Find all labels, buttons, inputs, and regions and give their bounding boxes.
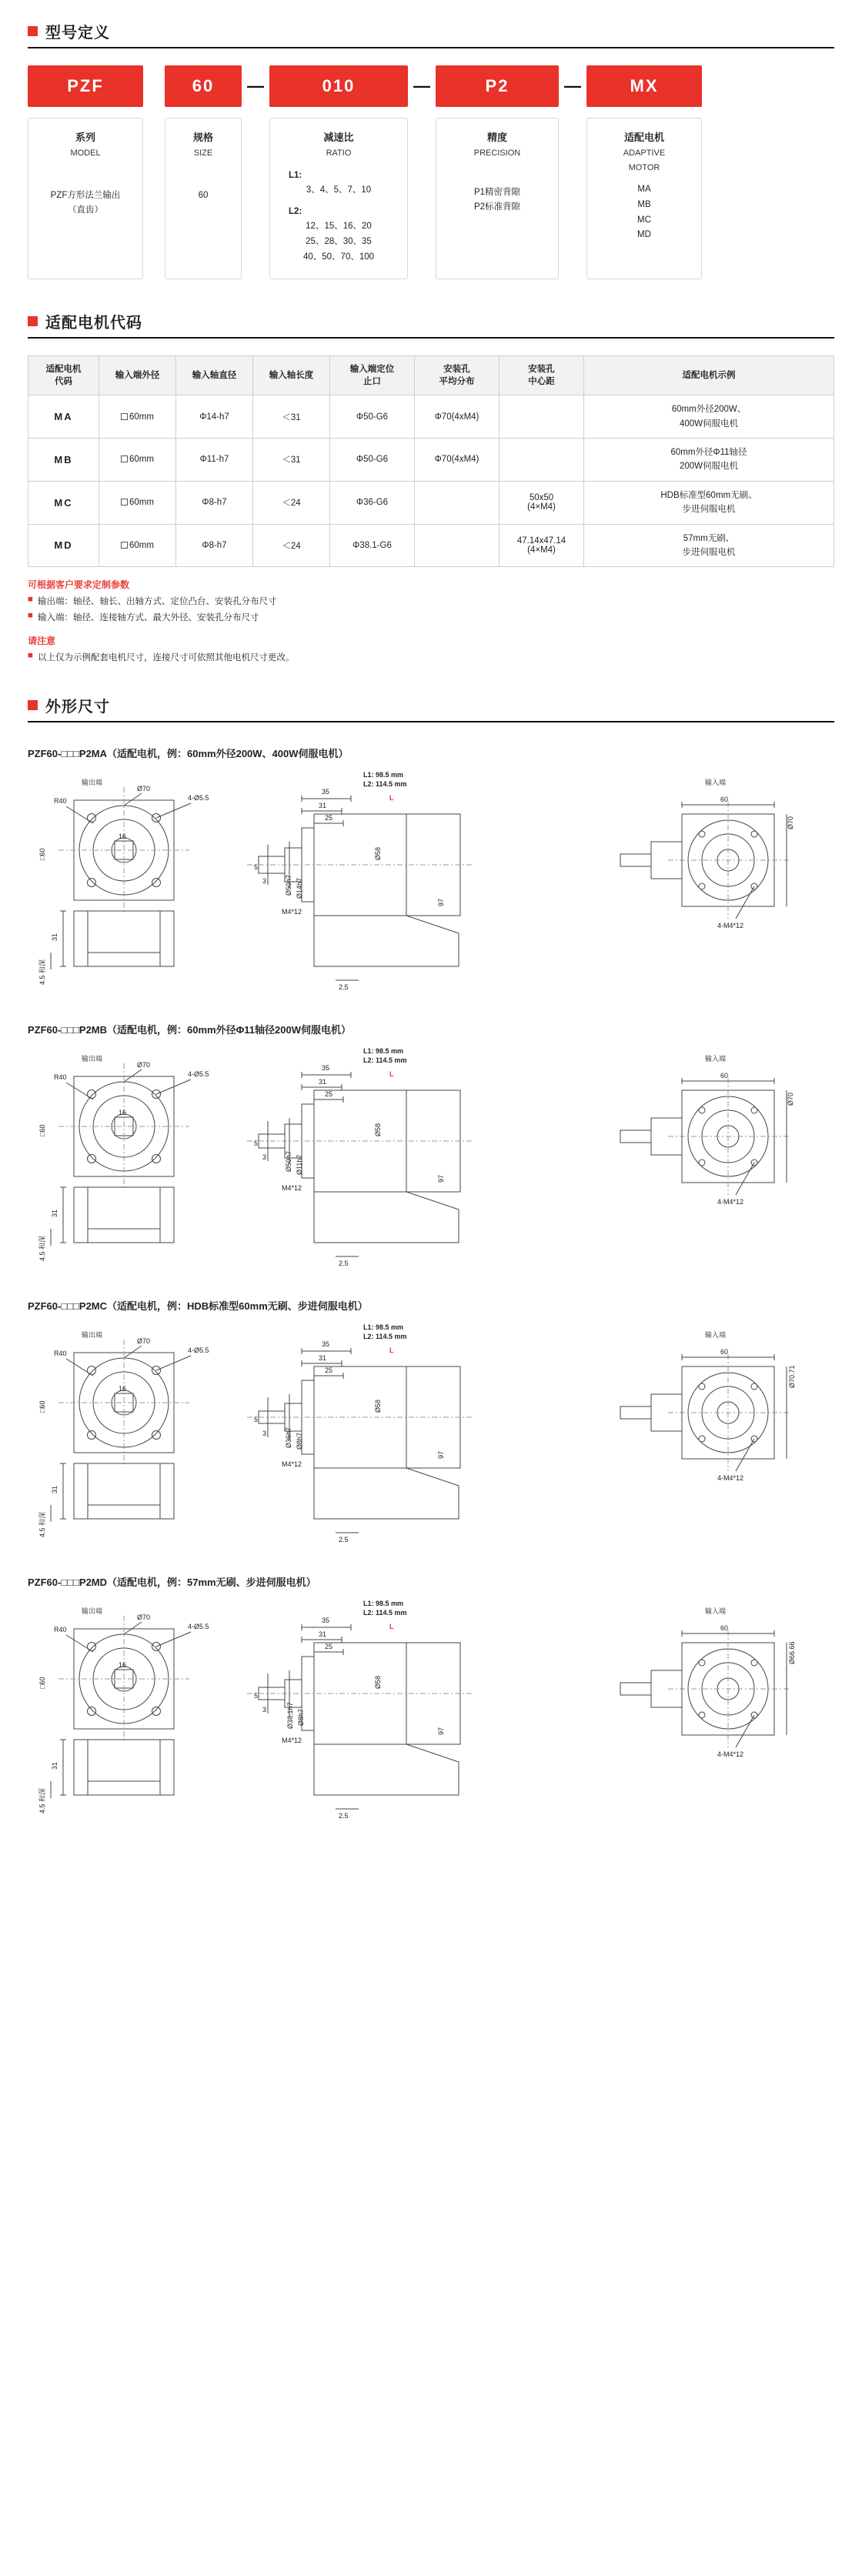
dim-drawing-ma — [28, 768, 834, 999]
desc-precision — [436, 118, 559, 279]
note-custom-text-2: 输入端：轴径、连接轴方式、最大外径、安装孔分布尺寸 — [37, 613, 259, 623]
table-body — [28, 395, 834, 567]
dim-title-md: PZF60-□□□P2MD（适配电机，例：57mm无刷、步进伺服电机） — [28, 1577, 316, 1589]
label-a5: 5 — [254, 1416, 259, 1424]
bullet-icon: ■ — [28, 611, 33, 621]
table-row — [28, 524, 834, 567]
desc-size-title: 规格 — [192, 132, 213, 143]
cell-outer-mb: 60mm — [99, 438, 176, 481]
model-code-row — [28, 65, 834, 107]
desc-size-value: 60 — [198, 190, 209, 200]
table-row — [28, 395, 834, 439]
red-square-marker-icon — [28, 316, 38, 326]
desc-motor-title: 适配电机 — [623, 132, 664, 143]
cell-code-mc: MC — [28, 481, 99, 524]
dim-title-mb: PZF60-□□□P2MB（适配电机，例：60mm外径Φ11轴径200W伺服电机） — [28, 1024, 351, 1036]
label-base: 4.5 和深 — [38, 959, 46, 986]
desc-ratio-l2-line1: 12、15、16、20 — [306, 222, 372, 232]
section-title-motorcode: 适配电机代码 — [45, 315, 142, 332]
label-l2: L2: 114.5 mm — [363, 1609, 407, 1617]
label-rear-holes: 4-M4*12 — [717, 1198, 744, 1206]
cell-locate-mc: Φ36-G6 — [330, 481, 415, 524]
label-rear-holes: 4-M4*12 — [717, 1750, 744, 1759]
label-l1: L1: 98.5 mm — [363, 771, 404, 779]
label-a3: 3 — [262, 1153, 267, 1162]
label-left-end: 输出端 — [82, 1331, 103, 1340]
label-holes: 4-Ø5.5 — [188, 1070, 209, 1079]
label-inner60: 60 — [720, 1072, 729, 1080]
dash-3: — — [564, 76, 581, 95]
dim-drawing-md — [28, 1597, 834, 1827]
section-header-model — [28, 20, 834, 48]
cell-example-ma: 60mm外径200W、 400W伺服电机 — [584, 395, 834, 439]
label-a31: 31 — [319, 1630, 327, 1639]
note-attention-title: 请注意 — [28, 636, 56, 647]
th-code: 适配电机 代码 — [28, 356, 99, 395]
drawing-svg-md — [28, 1597, 834, 1827]
label-l2: L2: 114.5 mm — [363, 1056, 407, 1065]
label-shaft: Ø38.1h7 — [286, 1702, 294, 1730]
label-square: 16 — [119, 833, 127, 841]
label-side-sq: □60 — [38, 848, 46, 861]
desc-precision-line1: P1精密背隙 — [473, 187, 521, 197]
label-outer: Ø70 — [787, 816, 794, 830]
label-a35: 35 — [322, 1064, 330, 1073]
label-l1: L1: 98.5 mm — [363, 1323, 404, 1332]
label-thread: M4*12 — [282, 908, 302, 916]
label-left-end: 输出端 — [82, 1055, 103, 1063]
label-a5: 5 — [254, 1692, 259, 1700]
cell-holes-ma: Φ70(4xM4) — [415, 395, 499, 439]
desc-series — [28, 118, 143, 279]
label-inner60: 60 — [720, 1624, 729, 1633]
square-symbol-icon — [121, 413, 128, 420]
label-flange-od: Ø70 — [137, 785, 151, 793]
label-shaft2: Ø8h7 — [296, 1433, 303, 1450]
label-shaft: Ø50h7 — [285, 1151, 292, 1173]
label-base: 4.5 和深 — [38, 1788, 46, 1814]
section-title-model: 型号定义 — [45, 25, 110, 42]
label-flange-od: Ø70 — [137, 1613, 151, 1622]
label-r40: R40 — [54, 1350, 67, 1358]
label-a25: 25 — [325, 814, 333, 823]
label-base: 4.5 和深 — [38, 1236, 46, 1262]
cell-code-md: MD — [28, 524, 99, 567]
label-shaft2: Ø8h7 — [297, 1709, 305, 1727]
desc-ratio-l2-label: L2: — [289, 206, 302, 216]
dim-title-ma: PZF60-□□□P2MA（适配电机，例：60mm外径200W、400W伺服电机） — [28, 748, 349, 760]
red-square-marker-icon — [28, 26, 38, 36]
label-a3: 3 — [262, 1430, 267, 1438]
cell-outer-ma: 60mm — [99, 395, 176, 439]
label-thread: M4*12 — [282, 1184, 302, 1193]
desc-motor-mc: MC — [637, 215, 651, 225]
desc-size — [165, 118, 242, 279]
dim-drawing-mc — [28, 1320, 834, 1551]
label-side-sq: □60 — [38, 1677, 46, 1690]
label-body: Ø58 — [374, 1676, 382, 1690]
bullet-icon: ■ — [28, 651, 33, 661]
cell-outer-mc: 60mm — [99, 481, 176, 524]
desc-ratio-sub: RATIO — [326, 148, 352, 158]
label-right-end: 输入端 — [705, 779, 727, 787]
label-a25: 25 — [325, 1366, 333, 1375]
label-a25b: 2.5 — [339, 1812, 349, 1820]
label-h31: 31 — [51, 1210, 58, 1218]
th-length: 输入轴长度 — [253, 356, 330, 395]
label-holes: 4-Ø5.5 — [188, 794, 209, 802]
cell-code-mb: MB — [28, 438, 99, 481]
label-r40: R40 — [54, 1626, 67, 1634]
label-side-sq: □60 — [38, 1400, 46, 1413]
label-a25b: 2.5 — [339, 1536, 349, 1544]
label-height: 97 — [437, 1451, 445, 1460]
code-box-precision: P2 — [436, 65, 559, 107]
th-outer: 输入端外径 — [99, 356, 176, 395]
label-h31: 31 — [51, 933, 58, 942]
desc-series-title: 系列 — [75, 132, 95, 143]
dash-1: — — [247, 76, 264, 95]
label-holes: 4-Ø5.5 — [188, 1346, 209, 1355]
cell-shaft-mb: Φ11-h7 — [176, 438, 253, 481]
desc-motor-md: MD — [637, 230, 651, 240]
label-body: Ø58 — [374, 847, 382, 861]
desc-motor-sub2: MOTOR — [628, 162, 660, 172]
cell-locate-mb: Φ50-G6 — [330, 438, 415, 481]
table-header-row — [28, 356, 834, 395]
label-inner60: 60 — [720, 796, 729, 804]
desc-ratio-l1: 3、4、5、7、10 — [306, 185, 372, 195]
label-a3: 3 — [262, 1706, 267, 1714]
label-square: 16 — [119, 1109, 127, 1117]
drawing-svg-mc — [28, 1320, 834, 1551]
cell-length-mb: ＜31 — [253, 438, 330, 481]
label-rear-holes: 4-M4*12 — [717, 922, 744, 930]
cell-code-ma: MA — [28, 395, 99, 439]
th-holes: 安装孔 平均分布 — [415, 356, 499, 395]
label-a25: 25 — [325, 1090, 333, 1099]
label-square: 16 — [119, 1385, 127, 1393]
desc-size-sub: SIZE — [193, 148, 213, 158]
cell-shaft-md: Φ8-h7 — [176, 524, 253, 567]
label-a25: 25 — [325, 1643, 333, 1651]
label-a35: 35 — [322, 1340, 330, 1349]
label-L: L — [389, 1346, 394, 1355]
square-symbol-icon — [121, 542, 128, 549]
note-custom-title: 可根据客户要求定制参数 — [28, 579, 130, 591]
cell-center-mb — [499, 438, 584, 481]
th-center: 安装孔 中心距 — [499, 356, 584, 395]
cell-center-md: 47.14x47.14 (4×M4) — [499, 524, 584, 567]
desc-ratio — [269, 118, 408, 279]
desc-precision-title: 精度 — [486, 132, 507, 143]
note-attention-line-1 — [28, 651, 834, 663]
th-example: 适配电机示例 — [584, 356, 834, 395]
desc-motor — [586, 118, 702, 279]
label-shaft: Ø36h7 — [285, 1427, 292, 1449]
label-shaft2: Ø14h7 — [296, 878, 303, 899]
label-side-sq: □60 — [38, 1124, 46, 1137]
label-L: L — [389, 1623, 394, 1631]
label-height: 97 — [437, 899, 445, 907]
label-flange-od: Ø70 — [137, 1337, 151, 1346]
label-L: L — [389, 1070, 394, 1079]
note-custom-text-1: 输出端：轴径、轴长、出轴方式、定位凸台、安装孔分布尺寸 — [37, 597, 277, 607]
label-a31: 31 — [319, 1078, 327, 1086]
desc-motor-ma: MA — [637, 185, 651, 195]
motor-code-table — [28, 355, 834, 567]
label-height: 97 — [437, 1175, 445, 1183]
label-body: Ø58 — [374, 1123, 382, 1137]
label-l2: L2: 114.5 mm — [363, 1333, 407, 1341]
desc-ratio-l1-label: L1: — [289, 170, 302, 180]
desc-series-sub: MODEL — [70, 148, 101, 158]
label-flange-od: Ø70 — [137, 1061, 151, 1069]
label-left-end: 输出端 — [82, 1607, 103, 1616]
label-a3: 3 — [262, 877, 267, 886]
th-locate: 输入端定位 止口 — [330, 356, 415, 395]
dim-title-mc: PZF60-□□□P2MC（适配电机，例：HDB标准型60mm无刷、步进伺服电机） — [28, 1300, 368, 1313]
code-box-series: PZF — [28, 65, 143, 107]
th-shaft: 输入轴直径 — [176, 356, 253, 395]
dim-drawing-mb — [28, 1044, 834, 1275]
label-a5: 5 — [254, 863, 259, 872]
label-square: 16 — [119, 1661, 127, 1670]
label-a35: 35 — [322, 788, 330, 796]
label-inner60: 60 — [720, 1348, 729, 1356]
label-a25b: 2.5 — [339, 983, 349, 992]
label-left-end: 输出端 — [82, 779, 103, 787]
desc-precision-line2: P2标准背隙 — [473, 202, 521, 212]
drawing-svg-mb — [28, 1044, 834, 1275]
cell-holes-mb: Φ70(4xM4) — [415, 438, 499, 481]
section-header-motorcode — [28, 310, 834, 339]
label-right-end: 输入端 — [705, 1607, 727, 1616]
code-box-size: 60 — [165, 65, 242, 107]
cell-shaft-mc: Φ8-h7 — [176, 481, 253, 524]
cell-center-mc: 50x50 (4×M4) — [499, 481, 584, 524]
label-height: 97 — [437, 1727, 445, 1736]
model-desc-row — [28, 118, 834, 279]
cell-holes-mc — [415, 481, 499, 524]
cell-length-mc: ＜24 — [253, 481, 330, 524]
label-right-end: 输入端 — [705, 1331, 727, 1340]
label-a31: 31 — [319, 1354, 327, 1363]
cell-holes-md — [415, 524, 499, 567]
code-box-motor: MX — [586, 65, 702, 107]
label-r40: R40 — [54, 797, 67, 806]
cell-locate-md: Φ38.1-G6 — [330, 524, 415, 567]
note-custom-line-1 — [28, 595, 834, 607]
desc-motor-sub: ADAPTIVE — [623, 148, 666, 158]
drawing-svg-ma — [28, 768, 834, 999]
label-thread: M4*12 — [282, 1737, 302, 1745]
section-header-dims — [28, 694, 834, 722]
label-r40: R40 — [54, 1073, 67, 1082]
desc-ratio-l2-line3: 40、50、70、100 — [302, 252, 375, 262]
desc-motor-mb: MB — [637, 200, 651, 210]
dash-2: — — [413, 76, 430, 95]
label-a25b: 2.5 — [339, 1260, 349, 1268]
desc-series-line1: PZF方形法兰输出 — [50, 190, 121, 200]
label-l1: L1: 98.5 mm — [363, 1047, 404, 1056]
cell-length-ma: ＜31 — [253, 395, 330, 439]
label-right-end: 输入端 — [705, 1055, 727, 1063]
table-row — [28, 481, 834, 524]
label-holes: 4-Ø5.5 — [188, 1623, 209, 1631]
label-shaft2: Ø11h7 — [296, 1154, 303, 1176]
label-shaft: Ø50h7 — [285, 875, 292, 896]
cell-example-mc: HDB标准型60mm无刷、 步进伺服电机 — [584, 481, 834, 524]
label-l1: L1: 98.5 mm — [363, 1600, 404, 1608]
desc-ratio-l2-line2: 25、28、30、35 — [306, 236, 372, 246]
desc-ratio-title: 减速比 — [323, 132, 354, 143]
label-L: L — [389, 794, 394, 802]
cell-outer-md: 60mm — [99, 524, 176, 567]
square-symbol-icon — [121, 499, 128, 506]
label-l2: L2: 114.5 mm — [363, 780, 407, 789]
label-h31: 31 — [51, 1762, 58, 1770]
section-title-dims: 外形尺寸 — [45, 699, 110, 716]
cell-center-ma — [499, 395, 584, 439]
cell-shaft-ma: Φ14-h7 — [176, 395, 253, 439]
label-outer: Ø70 — [787, 1093, 794, 1106]
cell-locate-ma: Φ50-G6 — [330, 395, 415, 439]
cell-length-md: ＜24 — [253, 524, 330, 567]
table-header — [28, 356, 834, 395]
note-attention-text-1: 以上仅为示例配套电机尺寸，连接尺寸可依照其他电机尺寸更改。 — [37, 653, 295, 663]
table-row — [28, 438, 834, 481]
code-box-ratio: 010 — [269, 65, 408, 107]
label-thread: M4*12 — [282, 1460, 302, 1469]
label-base: 4.5 和深 — [38, 1512, 46, 1538]
desc-series-line2: （直齿） — [68, 205, 103, 215]
label-outer: Ø70.71 — [788, 1365, 796, 1389]
cell-example-mb: 60mm外径Φ11轴径 200W伺服电机 — [584, 438, 834, 481]
label-a5: 5 — [254, 1140, 259, 1148]
label-body: Ø58 — [374, 1400, 382, 1413]
square-symbol-icon — [121, 455, 128, 462]
label-h31: 31 — [51, 1486, 58, 1494]
bullet-icon: ■ — [28, 595, 33, 605]
label-rear-holes: 4-M4*12 — [717, 1474, 744, 1483]
cell-example-md: 57mm无刷、 步进伺服电机 — [584, 524, 834, 567]
label-a35: 35 — [322, 1617, 330, 1625]
desc-precision-sub: PRECISION — [473, 148, 521, 158]
red-square-marker-icon — [28, 700, 38, 710]
note-custom-line-2 — [28, 611, 834, 623]
label-a31: 31 — [319, 802, 327, 810]
label-outer: Ø66.66 — [788, 1641, 796, 1665]
